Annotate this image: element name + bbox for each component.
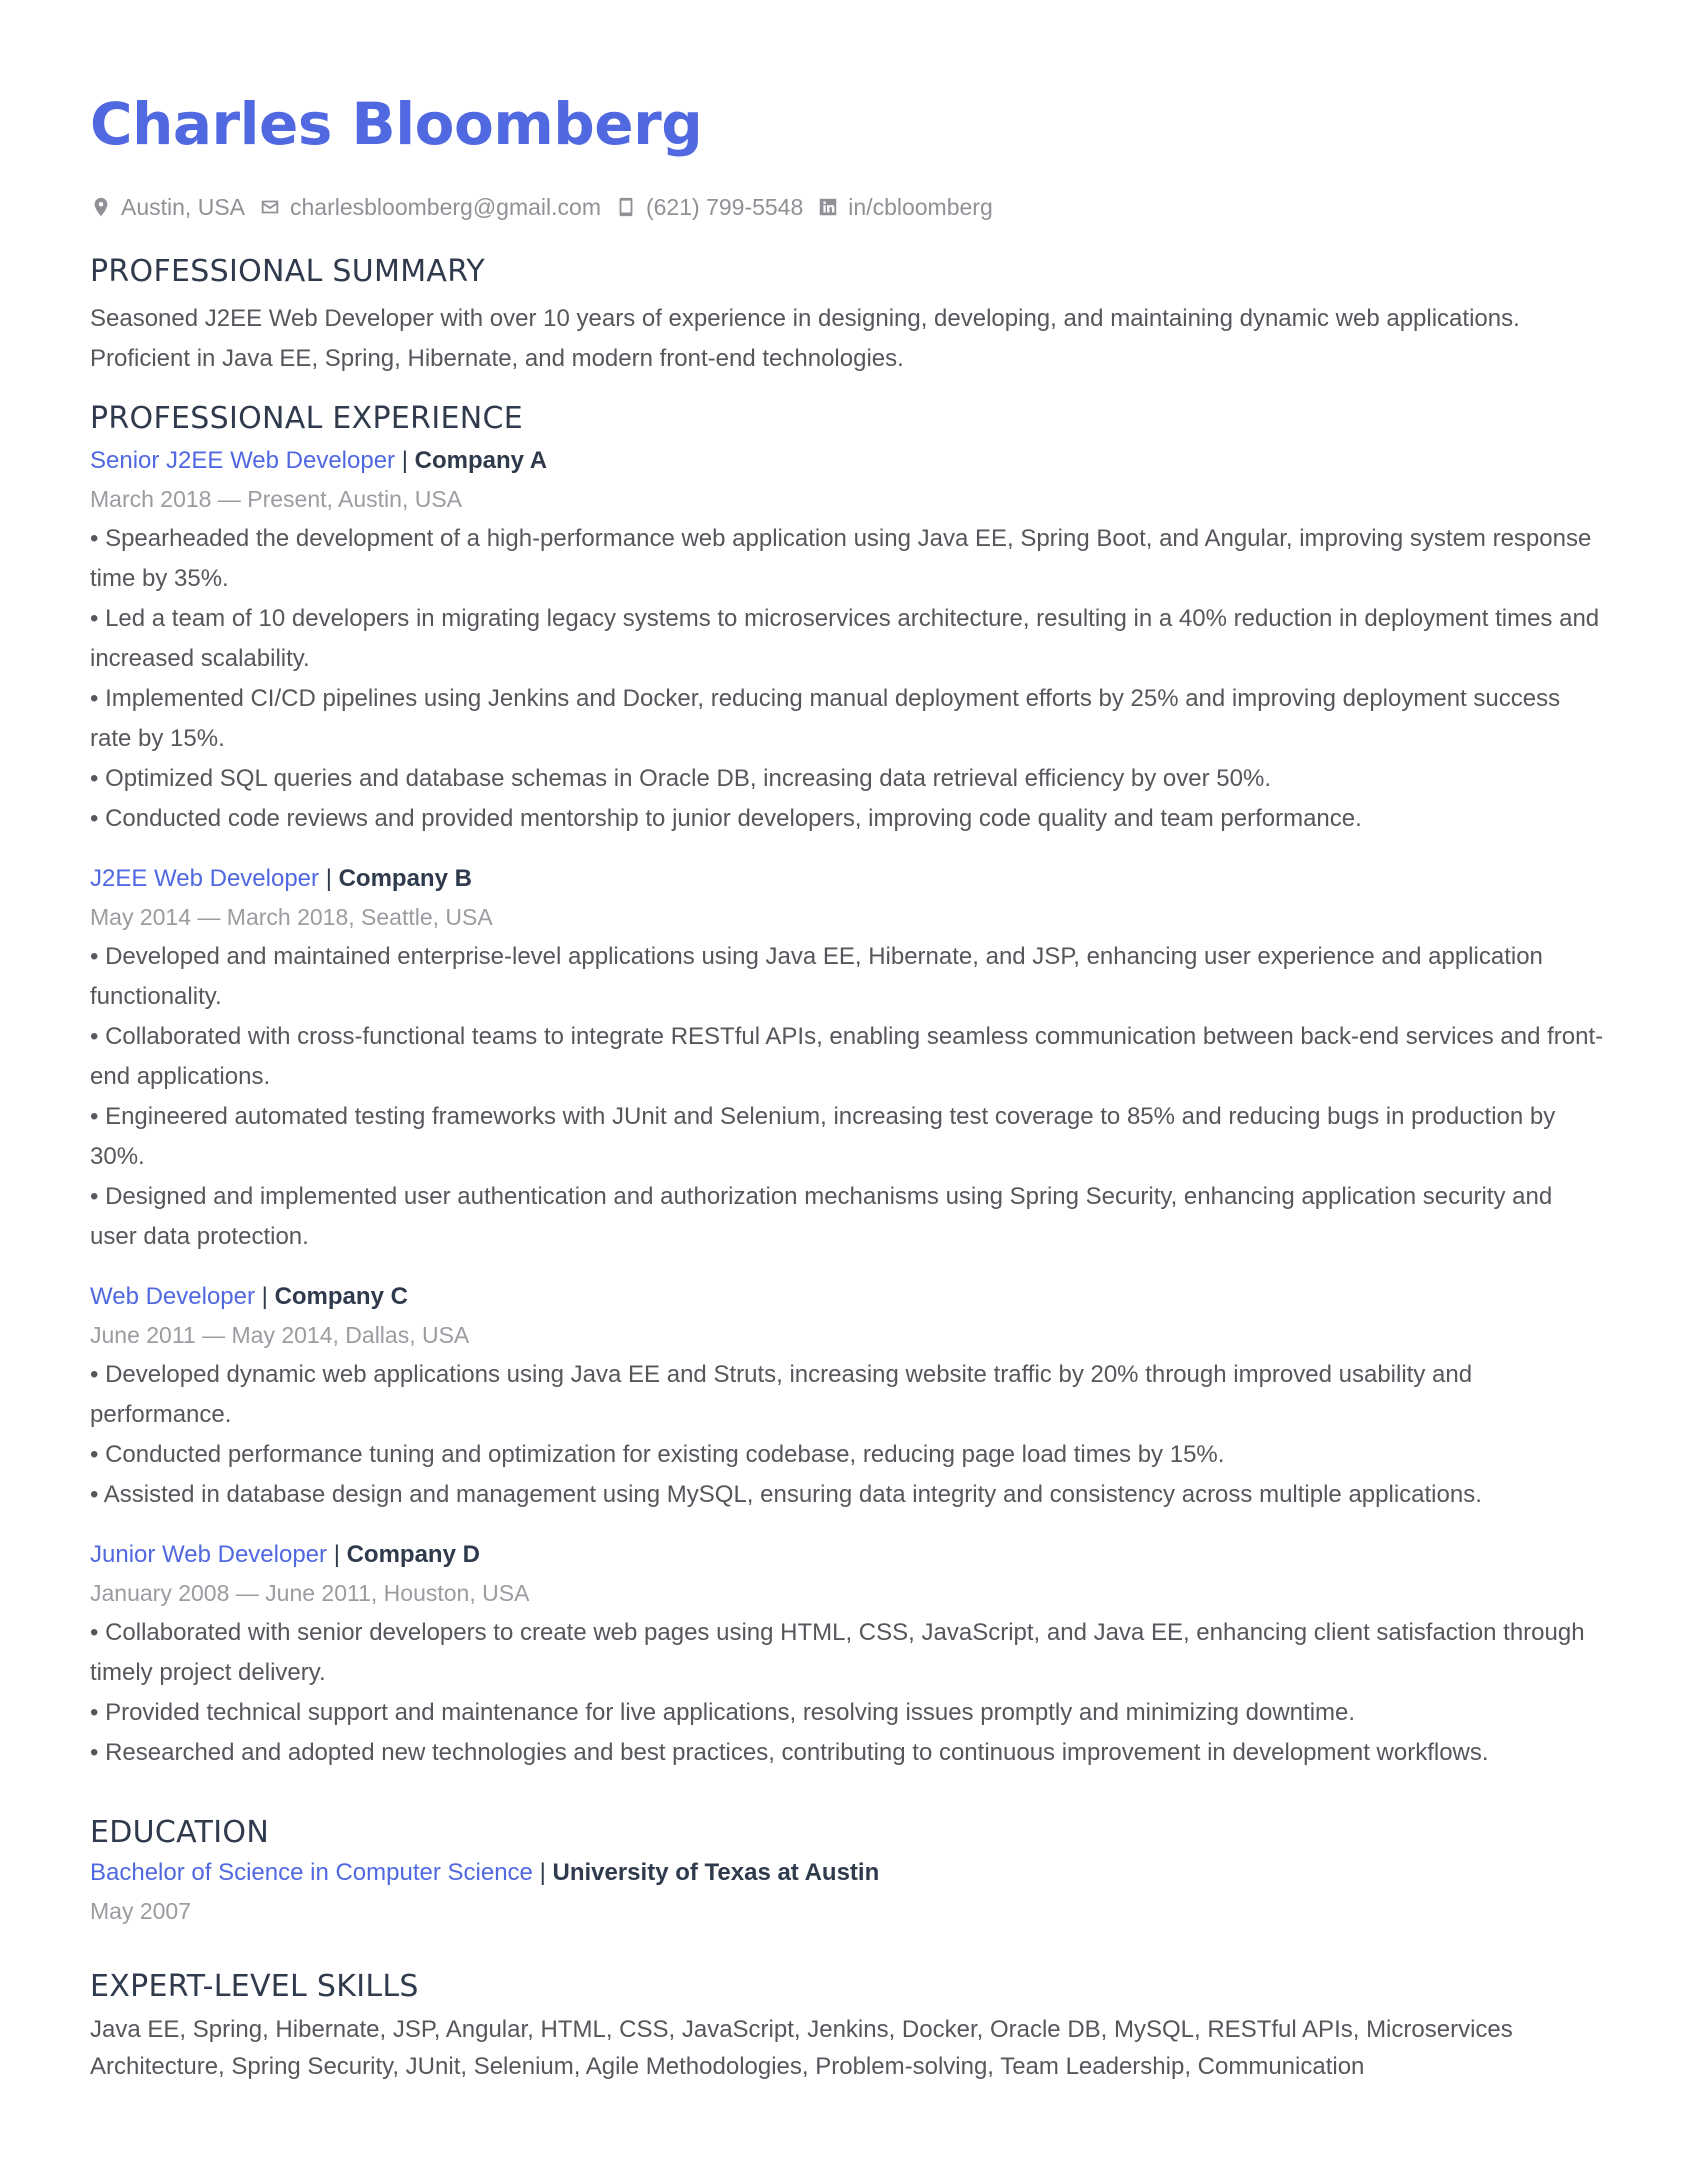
phone-text[interactable]: (621) 799-5548 [645, 194, 804, 220]
job-header [90, 1279, 1604, 1315]
job-entry [90, 443, 1604, 839]
education-separator: | [539, 1859, 546, 1886]
education-date: May 2007 [90, 1898, 192, 1924]
experience-section [90, 399, 1604, 1773]
job-separator: | [333, 1541, 340, 1568]
linkedin-icon [817, 196, 839, 218]
contact-linkedin[interactable] [817, 192, 992, 222]
job-date: March 2018 — Present, Austin, USA [90, 486, 463, 512]
education-heading: EDUCATION [90, 1815, 270, 1850]
job-header [90, 1537, 1604, 1573]
job-bullet: • Collaborated with senior developers to create web pages using HTML, CSS, JavaScript, and Java EE, enhancing client satisfaction through timely project delivery. [90, 1619, 1585, 1686]
education-section [90, 1813, 1604, 1931]
email-text[interactable]: charlesbloomberg@gmail.com [290, 194, 601, 220]
contact-location [90, 192, 245, 222]
job-title: J2EE Web Developer [90, 865, 320, 892]
degree-title: Bachelor of Science in Computer Science [90, 1859, 533, 1886]
job-title: Web Developer [90, 1283, 255, 1310]
job-separator: | [401, 447, 408, 474]
linkedin-text[interactable]: in/cbloomberg [848, 194, 993, 220]
skills-heading: EXPERT-LEVEL SKILLS [90, 1969, 419, 2004]
job-entry [90, 861, 1604, 1257]
job-company: Company A [414, 447, 548, 474]
job-separator: | [261, 1283, 268, 1310]
job-title: Junior Web Developer [90, 1541, 328, 1568]
job-bullet: • Optimized SQL queries and database schemas in Oracle DB, increasing data retrieval efficiency by over 50%. [90, 765, 1271, 792]
job-bullet: • Researched and adopted new technologies and best practices, contributing to continuous improvement in development workflows. [90, 1739, 1489, 1766]
job-date: May 2014 — March 2018, Seattle, USA [90, 904, 493, 930]
school-name: University of Texas at Austin [552, 1859, 880, 1886]
job-bullet: • Conducted performance tuning and optimization for existing codebase, reducing page load times by 15%. [90, 1441, 1225, 1468]
job-bullet: • Provided technical support and maintenance for live applications, resolving issues promptly and minimizing downtime. [90, 1699, 1356, 1726]
skills-text: Java EE, Spring, Hibernate, JSP, Angular, HTML, CSS, JavaScript, Jenkins, Docker, Oracle DB, MySQL, RESTful APIs, Microservices Architecture, Spring Security, JUnit, Selenium, Agile Methodologies, Problem-solving, Team Leadership, Communication [90, 2016, 1513, 2080]
candidate-name: Charles Bloomberg [90, 90, 703, 158]
job-bullet: • Implemented CI/CD pipelines using Jenkins and Docker, reducing manual deployment efforts by 25% and improving deployment success rate by 15%. [90, 685, 1561, 752]
job-entry [90, 1537, 1604, 1773]
job-bullet: • Designed and implemented user authentication and authorization mechanisms using Spring Security, enhancing application security and user data protection. [90, 1183, 1553, 1250]
job-entry [90, 1279, 1604, 1515]
job-bullet: • Led a team of 10 developers in migrating legacy systems to microservices architecture, resulting in a 40% reduction in deployment times and increased scalability. [90, 605, 1600, 672]
job-bullet: • Spearheaded the development of a high-performance web application using Java EE, Spring Boot, and Angular, improving system response time by 35%. [90, 525, 1592, 592]
skills-section [90, 1967, 1604, 2085]
location-pin-icon [90, 196, 112, 218]
envelope-icon [259, 196, 281, 218]
job-header [90, 443, 1604, 479]
job-company: Company B [338, 865, 472, 892]
job-date: June 2011 — May 2014, Dallas, USA [90, 1322, 470, 1348]
job-company: Company D [346, 1541, 480, 1568]
job-bullet: • Collaborated with cross-functional teams to integrate RESTful APIs, enabling seamless communication between back-end services and front-end applications. [90, 1023, 1604, 1090]
education-header [90, 1855, 1604, 1891]
contact-info [90, 192, 1604, 222]
job-date: January 2008 — June 2011, Houston, USA [90, 1580, 530, 1606]
phone-icon [615, 196, 637, 218]
job-bullet: • Conducted code reviews and provided mentorship to junior developers, improving code quality and team performance. [90, 805, 1362, 832]
contact-phone[interactable] [615, 192, 803, 222]
job-bullet: • Engineered automated testing frameworks with JUnit and Selenium, increasing test coverage to 85% and reducing bugs in production by 30%. [90, 1103, 1556, 1170]
job-separator: | [325, 865, 332, 892]
job-title: Senior J2EE Web Developer [90, 447, 396, 474]
job-bullet: • Assisted in database design and management using MySQL, ensuring data integrity and consistency across multiple applications. [90, 1481, 1482, 1508]
job-bullet: • Developed and maintained enterprise-level applications using Java EE, Hibernate, and JSP, enhancing user experience and application functionality. [90, 943, 1543, 1010]
summary-section [90, 252, 1604, 379]
summary-heading: PROFESSIONAL SUMMARY [90, 254, 486, 289]
job-bullet: • Developed dynamic web applications using Java EE and Struts, increasing website traffic by 20% through improved usability and performance. [90, 1361, 1473, 1428]
contact-email[interactable] [259, 192, 601, 222]
summary-text: Seasoned J2EE Web Developer with over 10 years of experience in designing, developing, and maintaining dynamic web applications. Proficient in Java EE, Spring, Hibernate, and modern front-end technologies. [90, 305, 1520, 372]
location-text: Austin, USA [121, 194, 245, 220]
experience-heading: PROFESSIONAL EXPERIENCE [90, 401, 523, 436]
job-header [90, 861, 1604, 897]
job-company: Company C [274, 1283, 408, 1310]
